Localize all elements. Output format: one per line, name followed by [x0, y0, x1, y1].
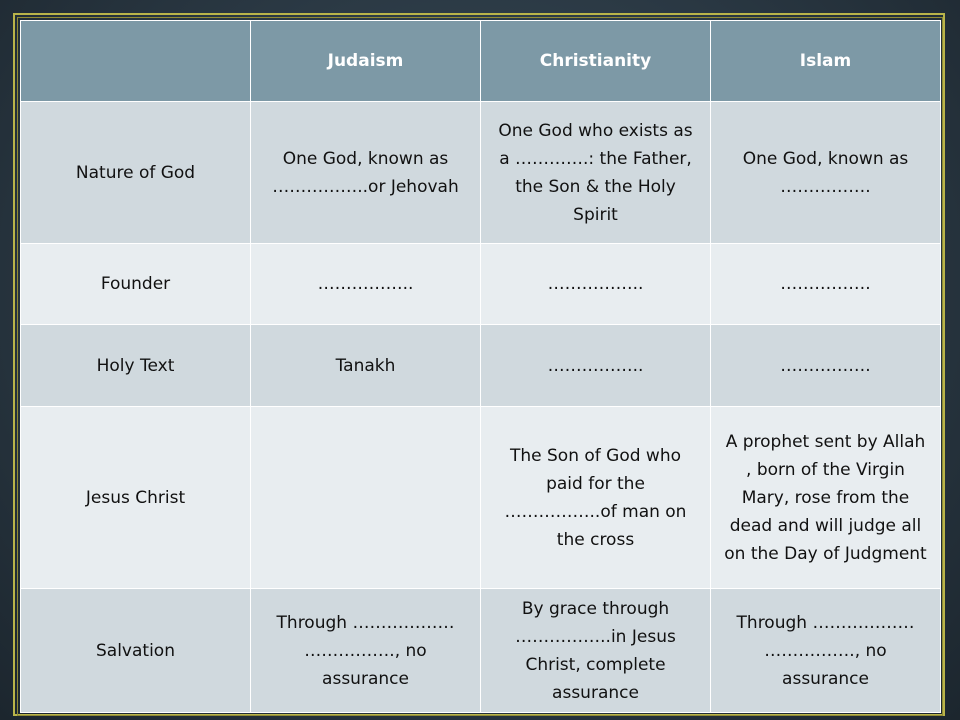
- cell-salvation-judaism: Through ……………… ……………., no assurance: [251, 589, 481, 713]
- header-corner-cell: [21, 21, 251, 102]
- header-islam: Islam: [711, 21, 941, 102]
- cell-founder-christianity: ……………..: [481, 244, 711, 325]
- cell-founder-islam: …………….: [711, 244, 941, 325]
- row-label-nature-of-god: Nature of God: [21, 102, 251, 244]
- row-label-holy-text: Holy Text: [21, 325, 251, 407]
- cell-jesus-islam: A prophet sent by Allah , born of the Virgin Mary, rose from the dead and will judge all on the Day of Judgment: [711, 407, 941, 589]
- table-header-row: [21, 21, 941, 102]
- row-label-salvation: Salvation: [21, 589, 251, 713]
- table-row-nature-of-god: [21, 102, 941, 244]
- row-label-founder: Founder: [21, 244, 251, 325]
- cell-nature-islam: One God, known as …………….: [711, 102, 941, 244]
- cell-holytext-christianity: ……………..: [481, 325, 711, 407]
- cell-jesus-christianity: The Son of God who paid for the ……………..of man on the cross: [481, 407, 711, 589]
- header-christianity: Christianity: [481, 21, 711, 102]
- table-row-jesus-christ: [21, 407, 941, 589]
- cell-salvation-islam: Through ……………… ……………., no assurance: [711, 589, 941, 713]
- cell-holytext-judaism: Tanakh: [251, 325, 481, 407]
- table-row-holy-text: [21, 325, 941, 407]
- header-judaism: Judaism: [251, 21, 481, 102]
- row-label-jesus-christ: Jesus Christ: [21, 407, 251, 589]
- cell-founder-judaism: ……………..: [251, 244, 481, 325]
- cell-nature-judaism: One God, known as ……………..or Jehovah: [251, 102, 481, 244]
- cell-nature-christianity: One God who exists as a ………….: the Father, the Son & the Holy Spirit: [481, 102, 711, 244]
- cell-salvation-christianity: By grace through ……………..in Jesus Christ, complete assurance: [481, 589, 711, 713]
- table-row-salvation: [21, 589, 941, 713]
- cell-jesus-judaism: [251, 407, 481, 589]
- cell-holytext-islam: …………….: [711, 325, 941, 407]
- religions-comparison-table: [20, 20, 941, 713]
- table-row-founder: [21, 244, 941, 325]
